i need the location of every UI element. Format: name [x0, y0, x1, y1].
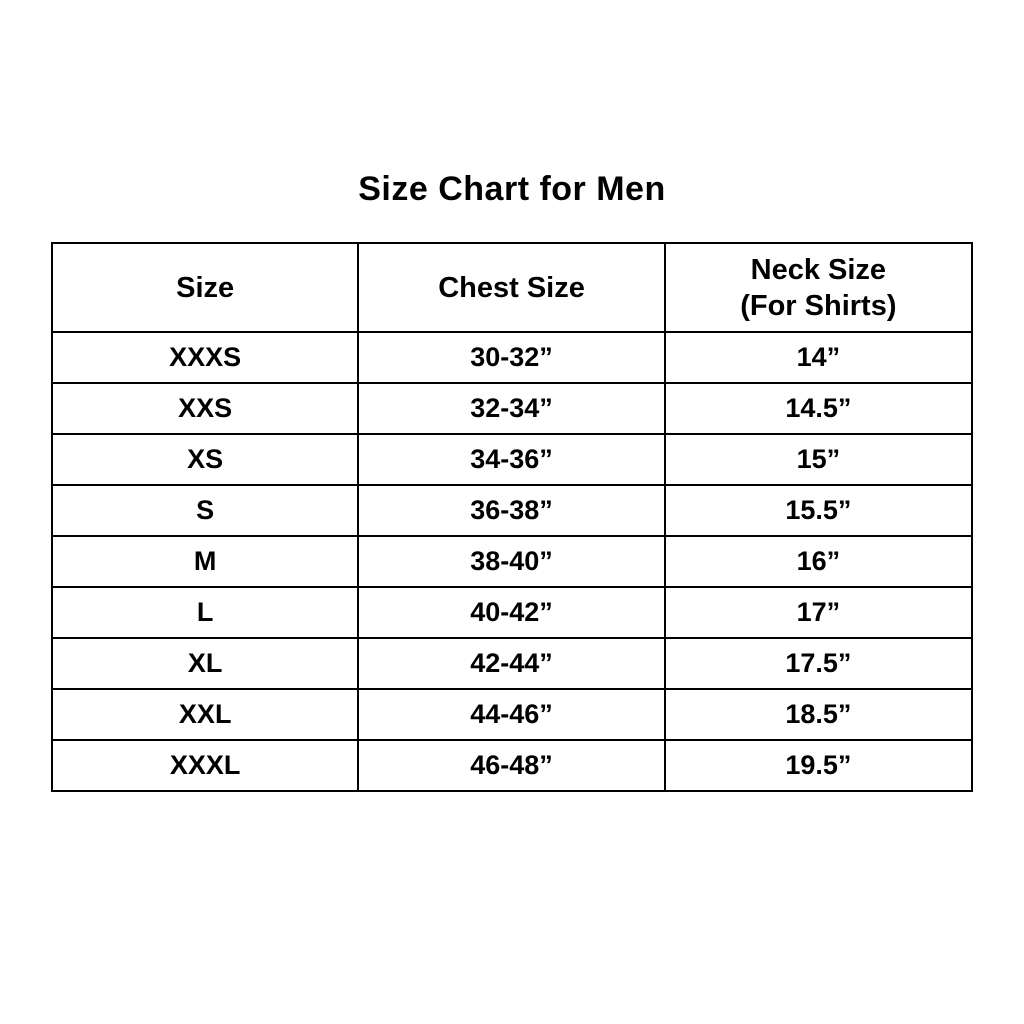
chest-cell: 32-34” [358, 383, 664, 434]
neck-cell: 15.5” [665, 485, 972, 536]
table-row [52, 434, 972, 485]
page-title: Size Chart for Men [358, 170, 666, 208]
chest-cell: 30-32” [358, 332, 664, 383]
size-cell: XS [52, 434, 358, 485]
table-row [52, 485, 972, 536]
chest-cell: 38-40” [358, 536, 664, 587]
neck-cell: 14.5” [665, 383, 972, 434]
size-cell: XXL [52, 689, 358, 740]
table-row [52, 332, 972, 383]
size-cell: M [52, 536, 358, 587]
header-row [52, 243, 972, 332]
neck-cell: 19.5” [665, 740, 972, 791]
table-row [52, 689, 972, 740]
chest-cell: 42-44” [358, 638, 664, 689]
chest-cell: 34-36” [358, 434, 664, 485]
column-header-size: Size [52, 243, 358, 332]
chest-cell: 40-42” [358, 587, 664, 638]
neck-cell: 18.5” [665, 689, 972, 740]
size-cell: XXS [52, 383, 358, 434]
size-cell: XXXS [52, 332, 358, 383]
size-cell: S [52, 485, 358, 536]
neck-size-sublabel: (For Shirts) [740, 289, 897, 322]
chest-cell: 46-48” [358, 740, 664, 791]
size-chart-table [51, 242, 973, 792]
table-row [52, 536, 972, 587]
neck-cell: 17” [665, 587, 972, 638]
table-row [52, 383, 972, 434]
neck-cell: 17.5” [665, 638, 972, 689]
table-row [52, 638, 972, 689]
table-row [52, 740, 972, 791]
size-cell: XL [52, 638, 358, 689]
column-header-chest-size: Chest Size [358, 243, 664, 332]
neck-size-label: Neck Size [750, 253, 887, 286]
table-row [52, 587, 972, 638]
chest-cell: 36-38” [358, 485, 664, 536]
size-cell: L [52, 587, 358, 638]
neck-cell: 16” [665, 536, 972, 587]
column-header-neck-size [665, 243, 972, 332]
neck-cell: 14” [665, 332, 972, 383]
size-cell: XXXL [52, 740, 358, 791]
chest-cell: 44-46” [358, 689, 664, 740]
neck-cell: 15” [665, 434, 972, 485]
